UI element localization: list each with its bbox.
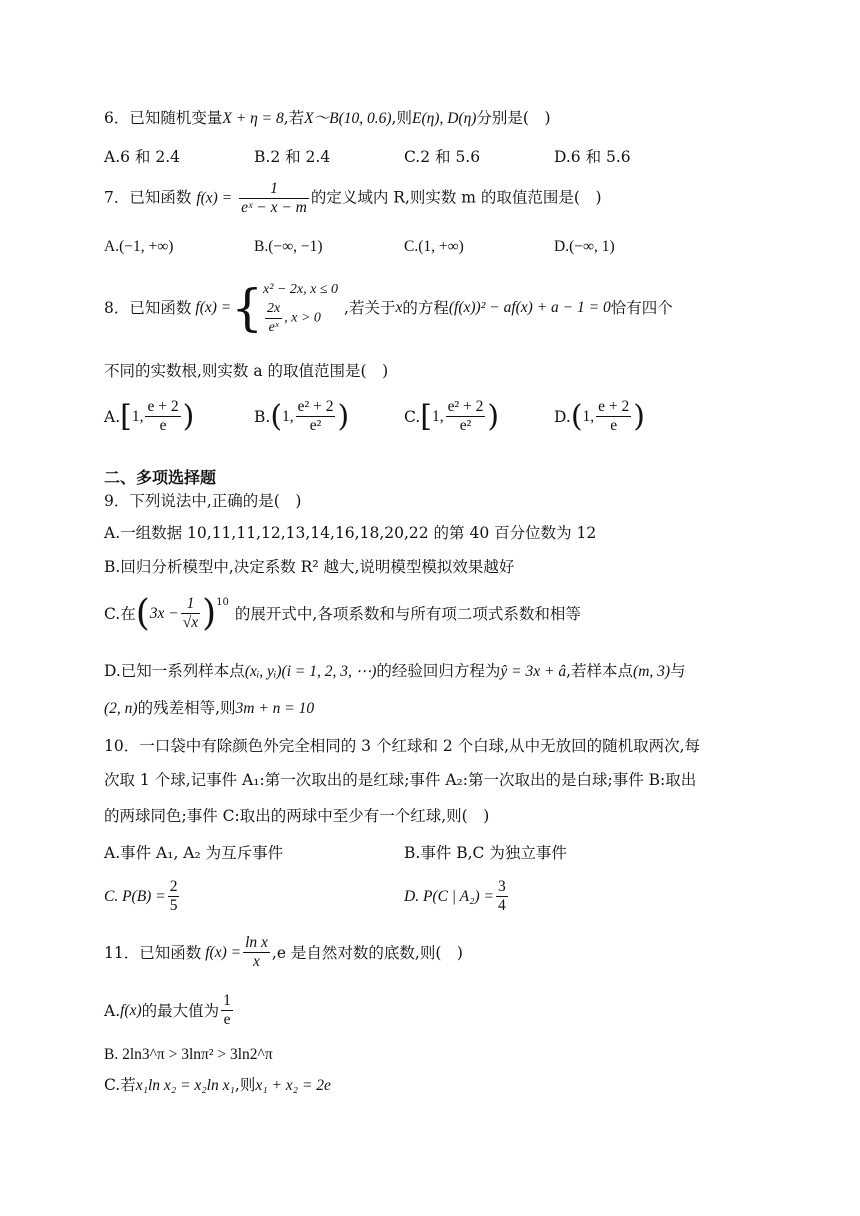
- q6-text-post: 分别是( ): [476, 109, 551, 127]
- q8-stem: [104, 272, 673, 344]
- q6-equation-1: X + η = 8: [222, 110, 284, 127]
- q7-text-post: 的定义域内 R,则实数 m 的取值范围是( ): [310, 188, 602, 207]
- q8-case-2-cond: , x > 0: [284, 310, 321, 326]
- q8-option-d-fraction: $\frac{e + 2}{e}$: [598, 398, 630, 434]
- section-heading: 二、多项选择题: [104, 468, 217, 487]
- q7-option-d: D.(−∞, 1): [554, 238, 615, 255]
- q7-number: 7．: [104, 188, 130, 207]
- q10-option-d: D. P(C | A₂) = $\frac{3}{4}$: [404, 878, 506, 914]
- q8-text-2: 的方程: [402, 299, 449, 317]
- q7-fraction: $\frac{1}{\text{eˣ − x − m}}$: [241, 180, 307, 216]
- q7-function-label: f(x) =: [196, 189, 233, 207]
- q8-case-2-fraction: $\frac{2x}{\text{eˣ}}$: [267, 300, 281, 335]
- q10-option-b: B.事件 B,C 为独立事件: [404, 844, 567, 862]
- q9-option-b: B.回归分析模型中,决定系数 R² 越大,说明模型模拟效果越好: [104, 558, 515, 576]
- q9-option-c: C.在 ( 3x − $\frac{1}{√x}$ ) $^{10}$ 的展开式中,各项系数和与所有项二项式系数和相等: [104, 592, 581, 634]
- q11-option-b: B. 2ln3^π > 3lnπ² > 3ln2^π: [104, 1046, 273, 1063]
- q8-text-3: 恰有四个: [610, 299, 673, 317]
- q8-equation: (f(x))² − af(x) + a − 1 = 0: [448, 299, 611, 316]
- q8-option-c: C. [ 1, $\frac{\text{e² + 2}}{\text{e²}}$ ): [404, 398, 500, 434]
- q7-option-a: A.(−1, +∞): [104, 238, 174, 255]
- q11-option-a: A. f(x) 的最大值为 $\frac{1}{e}$: [104, 992, 231, 1028]
- q6-option-c: C.2 和 5.6: [404, 148, 481, 166]
- q10-option-c: C. P(B) = $\frac{2}{5}$: [104, 878, 178, 914]
- q8-brace: {: [231, 279, 264, 337]
- q11-option-c: C.若x₁ln x₂ = x₂ln x₁,则x₁ + x₂ = 2e: [104, 1076, 331, 1094]
- q8-piecewise: [263, 280, 338, 337]
- q10-d-fraction: $\frac{3}{4}$: [498, 878, 506, 914]
- q8-text-pre: 已知函数: [129, 299, 192, 317]
- q8-case-1: x² − 2x, x ≤ 0: [263, 281, 339, 297]
- q8-option-c-fraction: $\frac{\text{e² + 2}}{\text{e²}}$: [447, 398, 484, 434]
- q10-stem-line3: 的两球同色;事件 C:取出的两球中至少有一个红球,则( ): [104, 807, 490, 825]
- q8-option-b: B. ( 1, $\frac{\text{e² + 2}}{\text{e²}}$ ): [254, 398, 350, 434]
- q7-text-pre: 已知函数: [129, 188, 192, 207]
- q9-c-fraction: $\frac{1}{√x}$: [182, 595, 199, 631]
- q6-equation-3: E(η), D(η): [411, 110, 477, 127]
- q6-equation-2: X～B(10, 0.6): [304, 110, 392, 127]
- q8-option-d: D. ( 1, $\frac{e + 2}{e}$ ): [554, 398, 645, 434]
- q11-a-fraction: $\frac{1}{e}$: [223, 992, 231, 1028]
- q9-option-d-line1: D.已知一系列样本点(xᵢ, yᵢ)(i = 1, 2, 3, ⋯)的经验回归方程为ŷ = 3x + â,若样本点(m, 3)与: [104, 662, 686, 680]
- q11-stem: 11． 已知函数 f(x) = $\frac{\text{ln x}}{x}$ ,e 是自然对数的底数,则( ): [104, 934, 463, 970]
- q7-stem: [104, 180, 602, 217]
- q10-stem-line1: 10．一口袋中有除颜色外完全相同的 3 个红球和 2 个白球,从中无放回的随机取两次,每: [104, 737, 701, 755]
- q11-fraction: $\frac{\text{ln x}}{x}$: [245, 934, 268, 970]
- q7-option-c: C.(1, +∞): [404, 238, 464, 255]
- q7-option-b: B.(−∞, −1): [254, 238, 323, 255]
- q10-option-a: A.事件 A₁, A₂ 为互斥事件: [104, 844, 284, 862]
- q8-text-1: ,若关于: [344, 299, 396, 317]
- q6-text-mid2: ,则: [391, 109, 412, 127]
- q8-number: 8．: [104, 299, 130, 317]
- q6-text-pre: 已知随机变量: [129, 109, 223, 127]
- q8-option-a-fraction: $\frac{e + 2}{e}$: [147, 398, 179, 434]
- q8-option-b-fraction: $\frac{\text{e² + 2}}{\text{e²}}$: [297, 398, 334, 434]
- q10-c-fraction: $\frac{2}{5}$: [169, 878, 178, 914]
- q9-option-d-line2: (2, n)的残差相等,则3m + n = 10: [104, 699, 315, 717]
- q10-stem-line2: 次取 1 个球,记事件 A₁:第一次取出的是红球;事件 A₂:第一次取出的是白球;事件 B:取出: [104, 771, 697, 789]
- q9-option-a: A.一组数据 10,11,11,12,13,14,16,18,20,22 的第 40 百分位数为 12: [104, 524, 597, 542]
- q6-option-a: A.6 和 2.4: [104, 148, 180, 166]
- q8-function-label: f(x) =: [195, 299, 232, 316]
- q6-option-d: D.6 和 5.6: [554, 148, 631, 166]
- q9-c-exponent: 10: [216, 597, 229, 608]
- q8-var: x: [395, 299, 403, 316]
- q6-number: 6．: [104, 109, 130, 127]
- q6-text-mid1: ,若: [283, 109, 305, 127]
- q9-stem: 9．下列说法中,正确的是( ): [104, 492, 302, 510]
- q8-option-a: A. [ 1, $\frac{e + 2}{e}$ ): [104, 398, 195, 434]
- q6-option-b: B.2 和 2.4: [254, 148, 331, 166]
- q8-stem-line2: 不同的实数根,则实数 a 的取值范围是( ): [104, 362, 389, 380]
- q6-stem: [104, 108, 551, 129]
